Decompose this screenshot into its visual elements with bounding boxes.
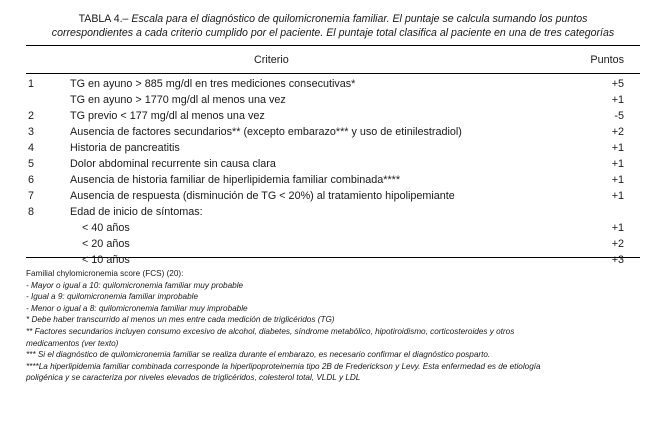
row-criterion: Ausencia de factores secundarios** (excepto embarazo*** y uso de etinilestradiol) [70,126,462,138]
row-number: 8 [28,206,35,218]
table-row [26,76,640,92]
footnote-line: *** Si el diagnóstico de quilomicronemia familiar se realiza durante el embarazo, es necesario confirmar el diagnóstico posparto. [26,350,491,360]
table-body [26,74,640,266]
row-number: 2 [28,110,35,122]
footnote-line: poligénica y se caracteriza por niveles elevados de triglicéridos, colesterol total, VLDL y LDL [26,373,361,383]
row-criterion: Historia de pancreatitis [70,142,180,154]
footnote-line: medicamentos (ver texto) [26,338,119,348]
footnote-line: - Mayor o igual a 10: quilomicronemia familiar muy probable [26,280,244,290]
row-number: 5 [28,158,35,170]
row-criterion: < 20 años [82,238,130,250]
footnote-lines [26,280,640,384]
table-row [26,140,640,156]
row-criterion: Ausencia de respuesta (disminución de TG < 20%) al tratamiento hipolipemiante [70,190,455,202]
row-number: 7 [28,190,35,202]
caption-text-1: Escala para el diagnóstico de quilomicronemia familiar. El puntaje se calcula sumando los puntos [131,13,588,25]
row-criterion: < 10 años [82,254,130,266]
row-criterion: Ausencia de historia familiar de hiperlipidemia familiar combinada**** [70,174,401,186]
row-criterion: Dolor abdominal recurrente sin causa clara [70,158,276,170]
footnote-line: ** Factores secundarios incluyen consumo excesivo de alcohol, diabetes, síndrome metabólico, hipotiroidismo, corticosteroides y otros [26,326,515,336]
row-points: +1 [611,94,624,106]
row-points: +5 [611,78,624,90]
table-container [26,12,640,384]
table-row [26,124,640,140]
header-puntos: Puntos [590,54,624,66]
row-number: 1 [28,78,35,90]
row-points: -5 [614,110,624,122]
footnote-title: Familial chylomicronemia score (FCS) (20): [26,269,184,278]
table-caption [26,12,640,40]
footnote-line: * Debe haber transcurrido al menos un mes entre cada medición de triglicéridos (TG) [26,315,335,325]
table-row [26,188,640,204]
caption-label: TABLA 4.– [78,13,129,25]
footnote-line: - Menor o igual a 8: quilomicronemia familiar muy improbable [26,303,248,313]
row-points: +1 [611,222,624,234]
row-points: +1 [611,190,624,202]
row-points: +3 [611,254,624,266]
row-criterion: < 40 años [82,222,130,234]
footnote-line: - Igual a 9: quilomicronemia familiar improbable [26,292,199,302]
row-number: 4 [28,142,35,154]
row-number: 6 [28,174,35,186]
footnote-line: ****La hiperlipidemia familiar combinada corresponde la hiperlipoproteinemia tipo 2B de Frederickson y Levy. Esta enfermedad es de etiología [26,361,541,371]
table-row [26,108,640,124]
caption-line-1 [26,12,640,26]
row-points: +2 [611,238,624,250]
row-points: +2 [611,126,624,138]
row-criterion: TG previo < 177 mg/dl al menos una vez [70,110,265,122]
table-row [26,172,640,188]
row-criterion: TG en ayuno > 1770 mg/dl al menos una vez [70,94,286,106]
row-criterion: Edad de inicio de síntomas: [70,206,203,218]
table-row [26,252,640,268]
row-criterion: TG en ayuno > 885 mg/dl en tres mediciones consecutivas* [70,78,356,90]
row-number: 3 [28,126,35,138]
footnotes [26,268,640,384]
table-row [26,204,640,220]
table-row [26,156,640,172]
row-points: +1 [611,142,624,154]
table-row [26,92,640,108]
caption-text-2: correspondientes a cada criterio cumplido por el paciente. El puntaje total clasifica al paciente en una de tres categorías [51,27,615,39]
table-header [26,46,640,73]
table-row [26,236,640,252]
table-row [26,220,640,236]
header-criterio: Criterio [254,54,289,66]
row-points: +1 [611,158,624,170]
row-points: +1 [611,174,624,186]
